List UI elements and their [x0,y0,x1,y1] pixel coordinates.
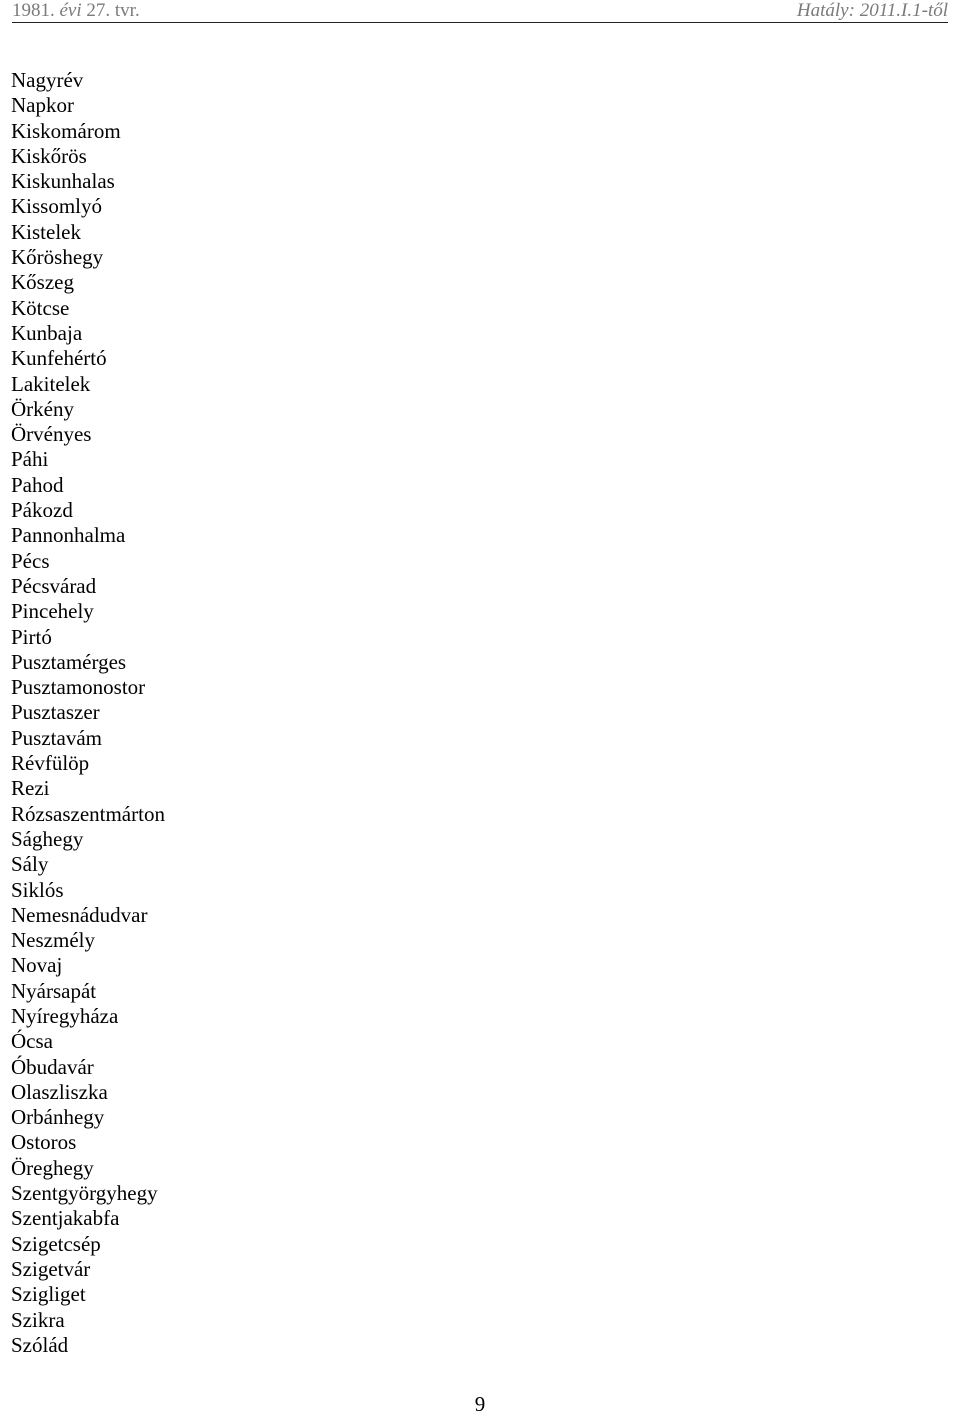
list-item: Sághegy [11,826,84,851]
list-item: Nemesnádudvar [11,902,148,927]
list-item: Pincehely [11,599,94,624]
list-item: Neszmély [11,928,95,953]
effective-date: Hatály: 2011.I.1-től [796,0,948,21]
act-reference [12,0,140,22]
list-item: Szólád [11,1332,69,1357]
list-item: Pahod [11,472,64,497]
list-item: Öreghegy [11,1155,94,1180]
list-item: Szigetcsép [11,1231,101,1256]
list-item: Nyíregyháza [11,1003,119,1028]
list-item: Kissomlyó [11,194,103,219]
list-item: Nyársapát [11,978,97,1003]
list-item: Lakitelek [11,371,91,396]
running-header [12,0,948,23]
list-item: Kistelek [11,219,81,244]
list-item: Olaszliszka [11,1079,108,1104]
list-item: Páhi [11,447,49,472]
list-item: Siklós [11,877,64,902]
page-number: 9 [474,1392,486,1416]
list-item: Novaj [11,953,63,978]
list-item: Örvényes [11,422,92,447]
list-item: Sály [11,852,49,877]
list-item: Pusztavám [11,725,102,750]
list-item: Pannonhalma [11,523,126,548]
list-item: Kunbaja [11,320,83,345]
list-item: Pécs [11,548,50,573]
list-item: Kiskunhalas [11,169,115,194]
list-item: Orbánhegy [11,1105,105,1130]
list-item: Kunfehértó [11,346,107,371]
act-year-word: évi [59,0,82,21]
list-item: Pákozd [11,498,73,523]
list-item: Pusztamérges [11,649,127,674]
list-item: Kiskomárom [11,118,121,143]
list-item: Kőröshegy [11,245,104,270]
list-item: Kőszeg [11,270,74,295]
list-item: Napkor [11,93,74,118]
list-item: Rezi [11,776,50,801]
list-item: Nagyrév [11,68,84,92]
list-item: Ostoros [11,1130,77,1155]
list-item: Szigliget [11,1282,86,1307]
list-item: Pécsvárad [11,573,97,598]
list-item: Révfülöp [11,751,90,776]
list-item: Szikra [11,1307,65,1332]
list-item: Kiskőrös [11,143,87,168]
list-item: Pusztamonostor [11,675,146,700]
act-type: 27. tvr. [86,0,140,21]
list-item: Kötcse [11,295,70,320]
act-number: 1981. [12,0,55,21]
list-item: Örkény [11,396,74,421]
list-item: Szentjakabfa [11,1206,120,1231]
list-item: Szentgyörgyhegy [11,1181,158,1206]
list-item: Rózsaszentmárton [11,801,165,826]
list-item: Szigetvár [11,1256,91,1281]
place-name-list [11,68,165,1358]
list-item: Óbudavár [11,1054,94,1079]
list-item: Pirtó [11,624,52,649]
list-item: Ócsa [11,1029,53,1054]
list-item: Pusztaszer [11,700,100,725]
